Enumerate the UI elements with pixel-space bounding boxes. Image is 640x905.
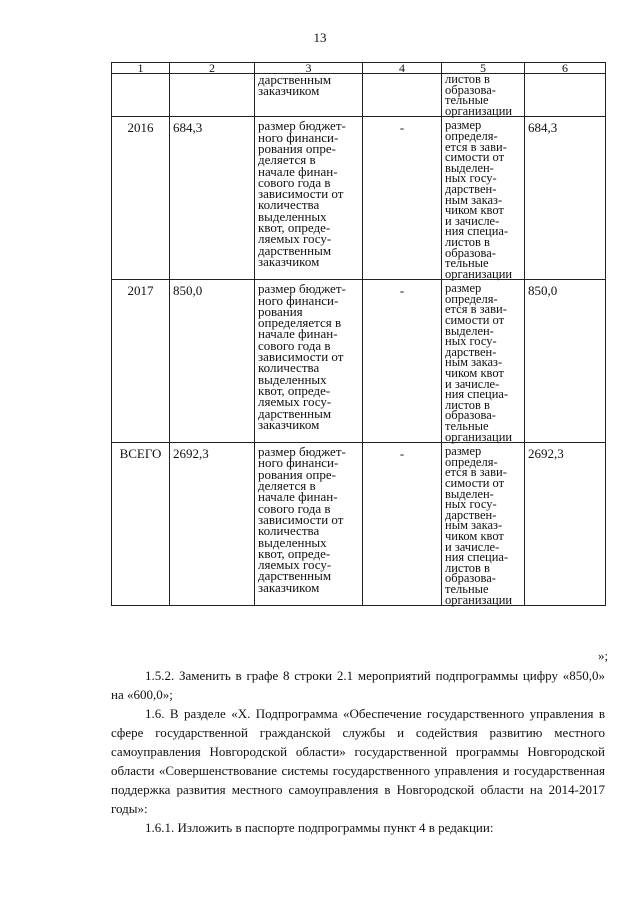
method-cell <box>255 74 363 117</box>
cell-line: организации <box>445 429 513 444</box>
cell-line: тельные <box>445 256 489 271</box>
cell-line: выделен- <box>445 486 494 501</box>
cell-line: начале финан- <box>258 489 338 505</box>
table-body <box>112 63 606 606</box>
cell-line: заказчиком <box>258 83 320 99</box>
year-cell: 2017 <box>112 280 170 443</box>
cell-line: ется в зави- <box>445 139 507 154</box>
cell-line: количества <box>258 197 320 213</box>
cell-line: тельные <box>445 93 489 108</box>
dash-cell: - <box>363 443 442 606</box>
page-number: 13 <box>313 30 327 45</box>
year-cell: ВСЕГО <box>112 443 170 606</box>
cell-line: чиком квот <box>445 203 504 218</box>
total-cell: 2692,3 <box>525 443 606 606</box>
paragraph: 1.6. В разделе «Х. Подпрограмма «Обеспечение государственного управления в сфере государственной гражданской службы и содействия развитию местного самоуправления Новгородской области» государственной программы Новгородской области «Совершенствование системы государственного управления и государственная поддержка развития местного самоуправления в Новгородской области на 2014-2017 годы»: <box>111 706 605 816</box>
cell-line: сового года в <box>258 337 331 353</box>
cell-line: ется в зави- <box>445 302 507 317</box>
cell-line: рования опре- <box>258 466 336 482</box>
cell-line: заказчиком <box>258 416 320 432</box>
table-row <box>112 443 606 606</box>
cell-line: листов в <box>445 72 490 86</box>
cell-line: ния специа- <box>445 387 509 402</box>
cell-line: дарствен- <box>445 181 497 196</box>
cell-line: и зачисле- <box>445 539 500 554</box>
cell-line: размер <box>445 281 482 296</box>
cell-line: тельные <box>445 581 489 596</box>
cell-line: листов в <box>445 397 490 412</box>
cell-line: начале финан- <box>258 163 338 179</box>
cell-line: ных госу- <box>445 171 497 186</box>
cell-line: ляемых госу- <box>258 557 332 573</box>
cell-line: рования опре- <box>258 140 336 156</box>
cell-line: чиком квот <box>445 528 504 543</box>
cell-line: зависимости от <box>258 186 344 202</box>
distribution-cell <box>442 280 525 443</box>
cell-line: заказчиком <box>258 253 320 269</box>
cell-line: образова- <box>445 82 496 97</box>
cell-line: выделен- <box>445 323 494 338</box>
cell-line: ного финанси- <box>258 455 339 471</box>
amount-cell: 850,0 <box>170 280 255 443</box>
column-header: 3 <box>255 63 363 74</box>
method-cell <box>255 443 363 606</box>
cell-line: чиком квот <box>445 366 504 381</box>
cell-line: дарствен- <box>445 344 497 359</box>
cell-line: симости от <box>445 313 505 328</box>
table-row <box>112 117 606 280</box>
column-header: 5 <box>442 63 525 74</box>
amount-cell: 2692,3 <box>170 443 255 606</box>
paragraph: 1.6.1. Изложить в паспорте подпрограммы пункт 4 в редакции: <box>145 820 494 835</box>
cell-line: листов в <box>445 560 490 575</box>
cell-line: сового года в <box>258 500 331 516</box>
cell-line: выделен- <box>445 160 494 175</box>
closing-quote: »; <box>598 648 609 663</box>
distribution-cell <box>442 74 525 117</box>
distribution-cell <box>442 117 525 280</box>
column-header: 6 <box>525 63 606 74</box>
total-cell: 850,0 <box>525 280 606 443</box>
table-row <box>112 280 606 443</box>
cell-line: определя- <box>445 454 498 469</box>
cell-line: ным заказ- <box>445 192 503 207</box>
cell-line: квот, опреде- <box>258 382 331 398</box>
cell-line: и зачисле- <box>445 376 500 391</box>
cell-line: деляется в <box>258 152 316 168</box>
method-cell <box>255 117 363 280</box>
column-header: 4 <box>363 63 442 74</box>
cell-line: организации <box>445 592 513 607</box>
cell-line: квот, опреде- <box>258 220 331 236</box>
table-row <box>112 74 606 117</box>
cell-line: ляемых госу- <box>258 394 332 410</box>
cell-line: размер бюджет- <box>258 444 346 460</box>
cell-line: квот, опреде- <box>258 545 331 561</box>
cell-line: дарствен- <box>445 507 497 522</box>
cell-line: сового года в <box>258 174 331 190</box>
table-header-row <box>112 63 606 74</box>
cell-line: размер <box>445 444 482 459</box>
cell-line: дарственным <box>258 405 332 421</box>
cell-line: выделенных <box>258 208 327 224</box>
cell-line: размер бюджет- <box>258 118 346 134</box>
cell-line: симости от <box>445 475 505 490</box>
body-text <box>111 666 605 837</box>
amount-cell: 684,3 <box>170 117 255 280</box>
cell-line: определя- <box>445 291 498 306</box>
amount-cell <box>170 74 255 117</box>
cell-line: определя- <box>445 128 498 143</box>
cell-line: организации <box>445 103 513 118</box>
cell-line: образова- <box>445 571 496 586</box>
dash-cell: - <box>363 117 442 280</box>
cell-line: ного финанси- <box>258 129 339 145</box>
year-cell: 2016 <box>112 117 170 280</box>
dash-cell: - <box>363 280 442 443</box>
cell-line: организации <box>445 266 513 281</box>
empty-cell <box>525 74 606 117</box>
cell-line: ным заказ- <box>445 518 503 533</box>
cell-line: размер бюджет- <box>258 281 346 297</box>
cell-line: образова- <box>445 245 496 260</box>
column-header: 1 <box>112 63 170 74</box>
cell-line: размер <box>445 118 482 133</box>
cell-line: ным заказ- <box>445 355 503 370</box>
method-cell <box>255 280 363 443</box>
cell-line: деляется в <box>258 478 316 494</box>
distribution-cell <box>442 443 525 606</box>
cell-line: начале финан- <box>258 326 338 342</box>
cell-line: образова- <box>445 408 496 423</box>
cell-line: ется в зави- <box>445 465 507 480</box>
cell-line: ляемых госу- <box>258 231 332 247</box>
paragraph: 1.5.2. Заменить в графе 8 строки 2.1 мероприятий подпрограммы цифру «850,0» на «600,0»; <box>111 668 605 702</box>
cell-line: ного финанси- <box>258 292 339 308</box>
cell-line: ния специа- <box>445 224 509 239</box>
cell-line: рования <box>258 303 303 319</box>
total-cell: 684,3 <box>525 117 606 280</box>
cell-line: симости от <box>445 150 505 165</box>
cell-line: листов в <box>445 234 490 249</box>
cell-line: количества <box>258 523 320 539</box>
empty-cell <box>363 74 442 117</box>
cell-line: выделенных <box>258 371 327 387</box>
cell-line: дарственным <box>258 242 332 258</box>
column-header: 2 <box>170 63 255 74</box>
cell-line: зависимости от <box>258 349 344 365</box>
cell-line: зависимости от <box>258 511 344 527</box>
cell-line: тельные <box>445 419 489 433</box>
funding-table <box>111 62 606 606</box>
cell-line: заказчиком <box>258 579 320 595</box>
cell-line: ных госу- <box>445 334 497 349</box>
cell-line: ния специа- <box>445 550 509 565</box>
cell-line: определяется в <box>258 315 342 331</box>
cell-line: количества <box>258 360 320 376</box>
cell-line: и зачисле- <box>445 213 500 228</box>
cell-line: ных госу- <box>445 497 497 512</box>
cell-line: дарственным <box>258 568 332 584</box>
cell-line: выделенных <box>258 534 327 550</box>
cell-line: дарственным <box>258 72 332 87</box>
year-cell <box>112 74 170 117</box>
